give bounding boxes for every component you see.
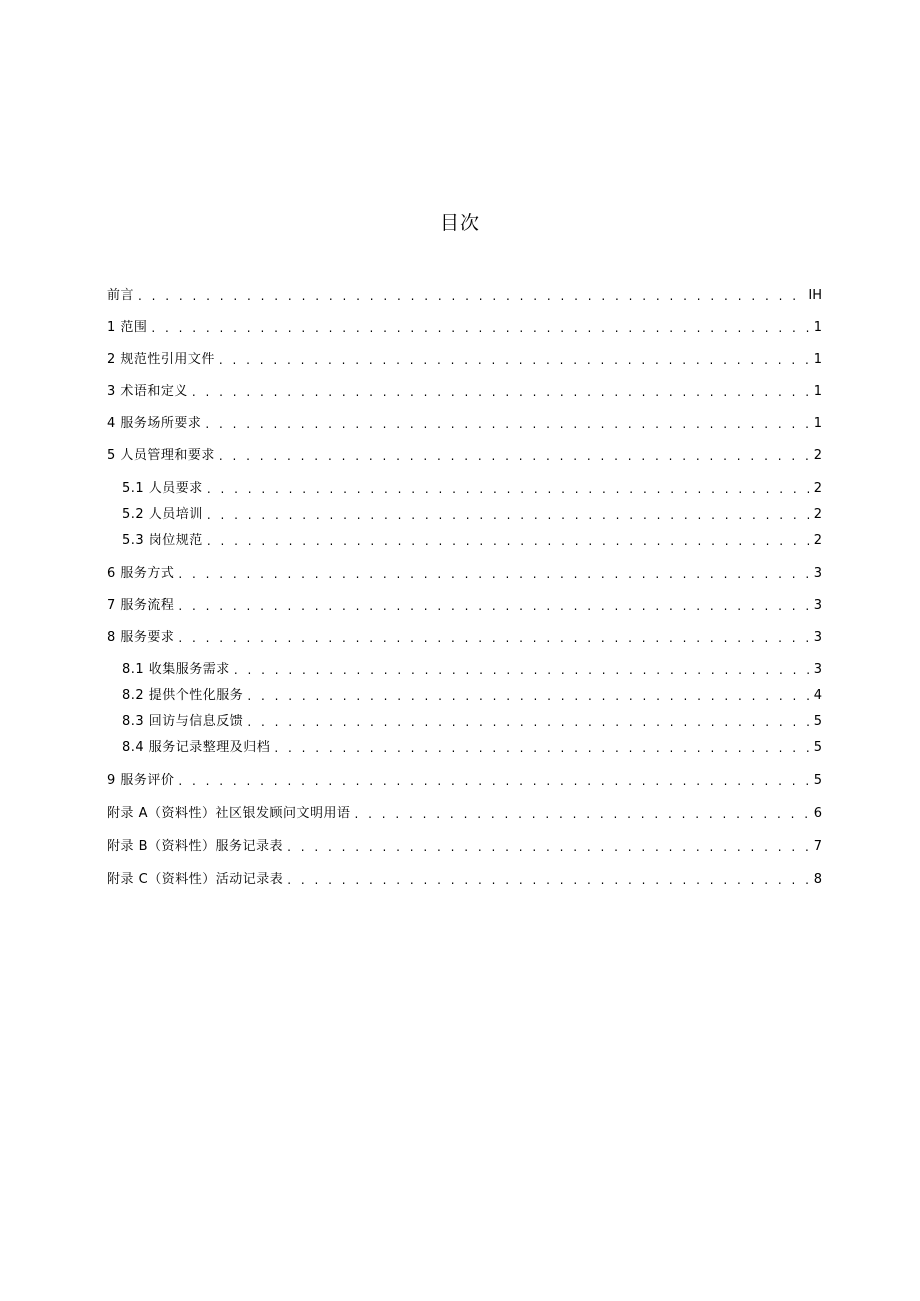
toc-entry-label: 5.3 岗位规范 (122, 533, 203, 548)
toc-entry-page: 2 (813, 507, 822, 522)
toc-leader-dots (247, 712, 809, 732)
toc-entry-label: 8.4 服务记录整理及归档 (122, 740, 271, 755)
toc-leader-dots (207, 531, 810, 551)
toc-entry-page: 5 (813, 740, 822, 755)
toc-entry-page: 4 (813, 688, 822, 703)
toc-entry-label: 3 术语和定义 (107, 384, 188, 399)
toc-entry-label: 9 服务评价 (107, 773, 175, 788)
toc-entry-page: IH (808, 288, 822, 303)
toc-entry-label: 前言 (107, 288, 135, 303)
toc-entry-label: 7 服务流程 (107, 598, 175, 613)
toc-entry-page: 3 (813, 630, 822, 645)
toc-entry-page: 1 (813, 384, 822, 399)
toc-leader-dots (274, 738, 809, 758)
toc-entry-8-4[interactable] (122, 738, 822, 758)
toc-entry-5[interactable] (107, 446, 822, 466)
toc-entry-preface[interactable] (107, 286, 822, 306)
table-of-contents (107, 0, 822, 1301)
toc-entry-7[interactable] (107, 596, 822, 616)
toc-entry-3[interactable] (107, 382, 822, 402)
toc-entry-page: 5 (813, 714, 822, 729)
toc-entry-label: 2 规范性引用文件 (107, 352, 215, 367)
toc-entry-8[interactable] (107, 628, 822, 648)
toc-entry-label: 8 服务要求 (107, 630, 175, 645)
toc-entry-page: 1 (813, 320, 822, 335)
toc-entry-5-1[interactable] (122, 479, 822, 499)
toc-entry-page: 3 (813, 598, 822, 613)
toc-entry-label: 附录 C（资料性）活动记录表 (107, 872, 284, 887)
toc-entry-label: 4 服务场所要求 (107, 416, 202, 431)
toc-entry-page: 2 (813, 533, 822, 548)
toc-entry-page: 1 (813, 416, 822, 431)
toc-entry-8-2[interactable] (122, 686, 822, 706)
toc-entry-label: 8.2 提供个性化服务 (122, 688, 244, 703)
toc-entry-label: 5.1 人员要求 (122, 481, 203, 496)
toc-entry-label: 5 人员管理和要求 (107, 448, 215, 463)
toc-entry-label: 8.1 收集服务需求 (122, 662, 230, 677)
toc-entry-label: 附录 B（资料性）服务记录表 (107, 839, 284, 854)
toc-entry-label: 1 范围 (107, 320, 148, 335)
toc-leader-dots (178, 596, 809, 616)
toc-entry-4[interactable] (107, 414, 822, 434)
toc-entry-5-2[interactable] (122, 505, 822, 525)
toc-entry-page: 8 (813, 872, 822, 887)
toc-entry-8-3[interactable] (122, 712, 822, 732)
toc-leader-dots (192, 382, 810, 402)
toc-leader-dots (247, 686, 809, 706)
toc-entry-label: 8.3 回访与信息反馈 (122, 714, 244, 729)
toc-entry-page: 1 (813, 352, 822, 367)
toc-entry-5-3[interactable] (122, 531, 822, 551)
toc-leader-dots (178, 564, 809, 584)
toc-entry-6[interactable] (107, 564, 822, 584)
toc-entry-page: 3 (813, 662, 822, 677)
toc-entry-label: 附录 A（资料性）社区银发顾问文明用语 (107, 806, 351, 821)
toc-entry-page: 7 (813, 839, 822, 854)
toc-leader-dots (151, 318, 809, 338)
toc-entry-page: 2 (813, 448, 822, 463)
toc-entry-label: 6 服务方式 (107, 566, 175, 581)
toc-entry-2[interactable] (107, 350, 822, 370)
toc-leader-dots (178, 628, 809, 648)
toc-leader-dots (207, 479, 810, 499)
toc-entry-page: 2 (813, 481, 822, 496)
toc-entry-9[interactable] (107, 771, 822, 791)
toc-leader-dots (287, 837, 810, 857)
toc-leader-dots (178, 771, 809, 791)
toc-entry-appendix-c[interactable] (107, 870, 822, 890)
toc-entry-page: 5 (813, 773, 822, 788)
toc-leader-dots (355, 804, 810, 824)
toc-entry-appendix-a[interactable] (107, 804, 822, 824)
toc-leader-dots (287, 870, 810, 890)
toc-leader-dots (207, 505, 810, 525)
toc-title: 目次 (439, 212, 480, 234)
toc-entry-page: 3 (813, 566, 822, 581)
toc-leader-dots (138, 286, 804, 306)
toc-leader-dots (205, 414, 809, 434)
toc-entry-label: 5.2 人员培训 (122, 507, 203, 522)
toc-leader-dots (219, 350, 810, 370)
toc-entry-1[interactable] (107, 318, 822, 338)
toc-leader-dots (219, 446, 810, 466)
toc-entry-8-1[interactable] (122, 660, 822, 680)
toc-entry-page: 6 (813, 806, 822, 821)
toc-leader-dots (234, 660, 810, 680)
toc-entry-appendix-b[interactable] (107, 837, 822, 857)
